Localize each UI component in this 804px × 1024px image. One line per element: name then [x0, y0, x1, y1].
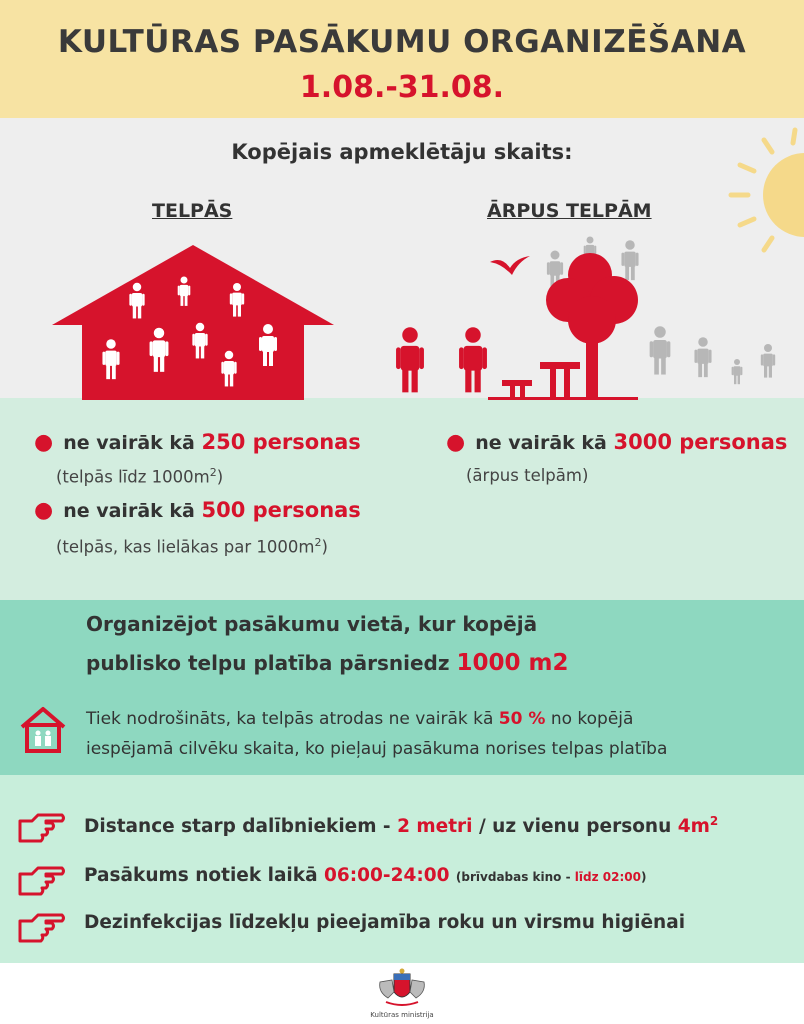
coat-of-arms-icon: [376, 968, 428, 1010]
house-icon: [52, 245, 334, 400]
date-range: 1.08.-31.08.: [299, 70, 505, 105]
rule-time: Pasākums notiek laikā 06:00-24:00 (brīvdabas kino - līdz 02:00): [84, 865, 647, 886]
sun-icon: [731, 130, 804, 250]
page-title: KULTŪRAS PASĀKUMU ORGANIZĒŠANA: [57, 24, 747, 60]
ministry-label: Kultūras ministrija: [370, 1011, 434, 1019]
indoor-heading: TELPĀS: [152, 200, 233, 222]
limit-prefix: ne vairāk kā: [63, 432, 195, 454]
pointing-hand-icon: [16, 909, 66, 945]
limit-prefix: ne vairāk kā: [475, 432, 607, 454]
bench-icon: [488, 362, 638, 400]
indoor-small-limit: [34, 430, 361, 455]
outdoor-scene: [396, 237, 775, 401]
illustration: [0, 120, 804, 400]
visitors-subtitle: Kopējais apmeklētāju skaits:: [231, 140, 573, 164]
indoor-small-note: (telpās līdz $1000m^2$): [56, 466, 224, 487]
indoor-large-note: (telpās, kas lielākas par $1000m^2$): [56, 536, 328, 557]
area-rule-line1: Organizējot pasākumu vietā, kur kopējā: [86, 612, 538, 636]
bullet-icon: ●: [34, 430, 54, 455]
bullet-icon: ●: [34, 498, 54, 523]
area-rule-line2: publisko telpu platība pārsniedz 1000 m2: [86, 650, 569, 676]
rule-disinfection: Dezinfekcijas līdzekļu pieejamība roku un virsmu higiēnai: [84, 912, 686, 933]
pointing-hand-icon: [16, 809, 66, 845]
bullet-icon: ●: [446, 430, 466, 455]
bird-icon: [490, 256, 530, 275]
outdoor-limit: [446, 430, 787, 455]
limit-amount: 3000 personas: [613, 430, 788, 454]
outdoor-note: (ārpus telpām): [466, 466, 589, 485]
limit-prefix: ne vairāk kā: [63, 500, 195, 522]
area-rule-text: Tiek nodrošināts, ka telpās atrodas ne vairāk kā 50 % no kopējā iespējamā cilvēku skaita, ko pieļauj pasākuma norises telpas platība: [86, 709, 668, 759]
house-people-icon: [18, 705, 68, 755]
limit-amount: 500 personas: [201, 498, 361, 522]
pointing-hand-icon: [16, 862, 66, 898]
limit-amount: 250 personas: [201, 430, 361, 454]
rule-distance: Distance starp dalībniekiem - 2 metri / uz vienu personu $4m^2$: [84, 814, 719, 838]
outdoor-heading: ĀRPUS TELPĀM: [487, 200, 652, 222]
indoor-large-limit: [34, 498, 361, 523]
